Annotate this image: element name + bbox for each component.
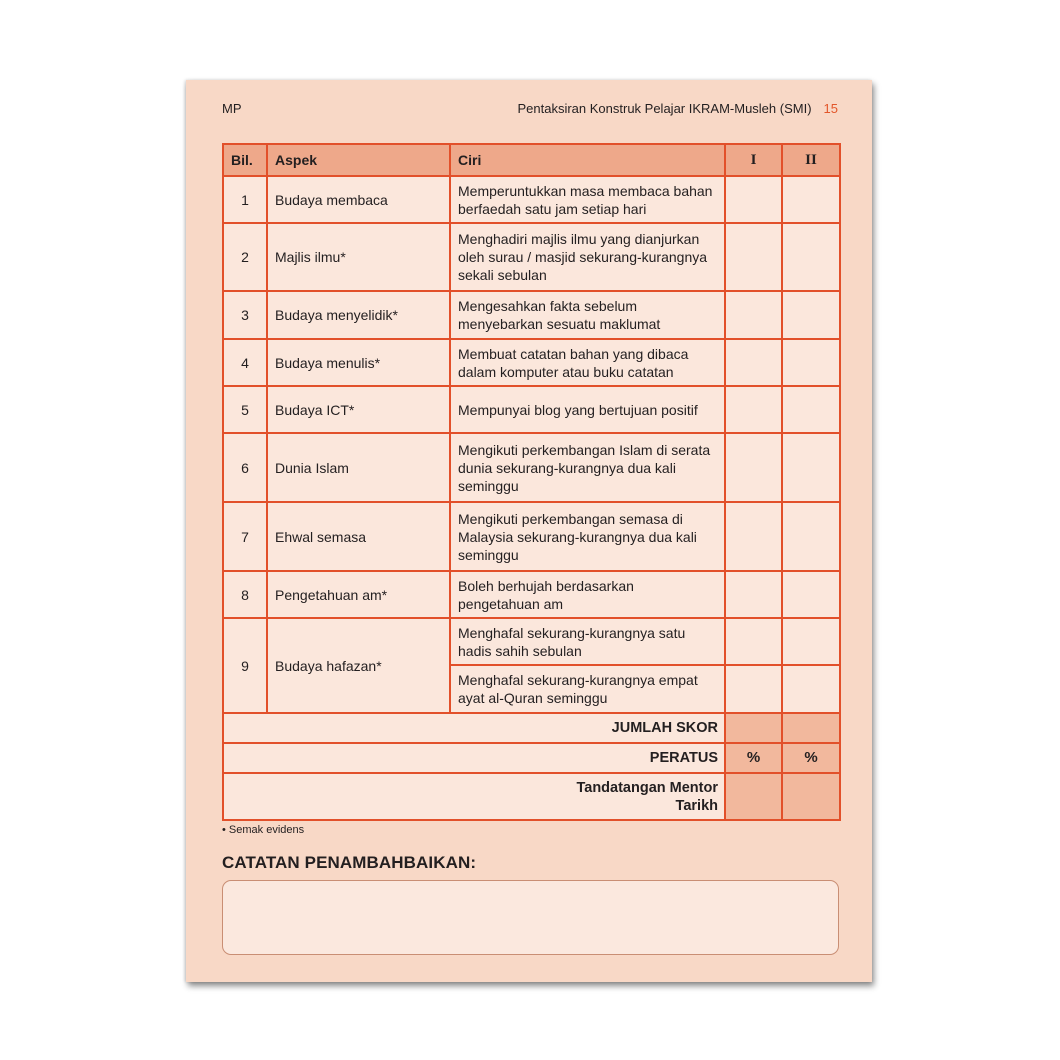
row-number: 4: [223, 339, 267, 386]
footnote: • Semak evidens: [222, 824, 305, 836]
score-cell-ii[interactable]: [782, 386, 840, 433]
row-ciri: Menghadiri majlis ilmu yang dianjurkan oleh surau / masjid sekurang-kurangnya sekali sebulan: [450, 223, 725, 291]
row-number: 3: [223, 291, 267, 339]
col-header-ciri: Ciri: [450, 144, 725, 176]
assessment-table: [222, 143, 841, 821]
score-cell-ii[interactable]: [782, 339, 840, 386]
score-cell-i[interactable]: [725, 176, 782, 223]
score-cell-i[interactable]: [725, 433, 782, 502]
table-row: [223, 339, 840, 386]
row-ciri: Boleh berhujah berdasarkan pengetahuan am: [450, 571, 725, 618]
col-header-i: I: [725, 144, 782, 176]
signature-i[interactable]: [725, 773, 782, 820]
table-row: [223, 291, 840, 339]
score-cell-ii[interactable]: [782, 502, 840, 571]
table-row: [223, 618, 840, 665]
row-number: 1: [223, 176, 267, 223]
signature-row: [223, 773, 840, 820]
date-label: Tarikh: [675, 797, 718, 814]
signature-label: [223, 773, 725, 820]
score-cell-i[interactable]: [725, 502, 782, 571]
table-row: [223, 502, 840, 571]
percentage-ii[interactable]: %: [782, 743, 840, 773]
table-row: [223, 386, 840, 433]
total-score-i[interactable]: [725, 713, 782, 743]
score-cell-ii[interactable]: [782, 665, 840, 713]
score-cell-ii[interactable]: [782, 291, 840, 339]
row-ciri: Mengikuti perkembangan semasa di Malaysia sekurang-kurangnya dua kali seminggu: [450, 502, 725, 571]
signature-ii[interactable]: [782, 773, 840, 820]
total-score-ii[interactable]: [782, 713, 840, 743]
percentage-row: [223, 743, 840, 773]
row-ciri: Mengesahkan fakta sebelum menyebarkan sesuatu maklumat: [450, 291, 725, 339]
row-ciri: Menghafal sekurang-kurangnya empat ayat al-Quran seminggu: [450, 665, 725, 713]
row-ciri: Menghafal sekurang-kurangnya satu hadis sahih sebulan: [450, 618, 725, 665]
row-ciri: Memperuntukkan masa membaca bahan berfaedah satu jam setiap hari: [450, 176, 725, 223]
score-cell-i[interactable]: [725, 386, 782, 433]
row-aspek: Ehwal semasa: [267, 502, 450, 571]
row-ciri: Mengikuti perkembangan Islam di serata dunia sekurang-kurangnya dua kali seminggu: [450, 433, 725, 502]
notes-textbox[interactable]: [222, 880, 839, 955]
score-cell-ii[interactable]: [782, 223, 840, 291]
score-cell-ii[interactable]: [782, 176, 840, 223]
table-row: [223, 433, 840, 502]
score-cell-i[interactable]: [725, 665, 782, 713]
score-cell-ii[interactable]: [782, 433, 840, 502]
row-aspek: Budaya membaca: [267, 176, 450, 223]
score-cell-i[interactable]: [725, 291, 782, 339]
header-left-label: MP: [222, 101, 242, 116]
page-number: 15: [823, 101, 838, 116]
row-number: 6: [223, 433, 267, 502]
header-title-text: Pentaksiran Konstruk Pelajar IKRAM-Musleh (SMI): [517, 101, 812, 116]
score-cell-i[interactable]: [725, 223, 782, 291]
total-score-row: [223, 713, 840, 743]
row-aspek: Budaya menulis*: [267, 339, 450, 386]
score-cell-i[interactable]: [725, 339, 782, 386]
col-header-ii: II: [782, 144, 840, 176]
score-cell-ii[interactable]: [782, 571, 840, 618]
table-row: [223, 176, 840, 223]
row-aspek: Pengetahuan am*: [267, 571, 450, 618]
col-header-aspek: Aspek: [267, 144, 450, 176]
row-ciri: Membuat catatan bahan yang dibaca dalam komputer atau buku catatan: [450, 339, 725, 386]
mentor-signature-label: Tandatangan Mentor: [576, 779, 718, 796]
row-aspek: Budaya ICT*: [267, 386, 450, 433]
percentage-i[interactable]: %: [725, 743, 782, 773]
header-title: [517, 101, 838, 116]
row-number: 7: [223, 502, 267, 571]
notes-title: CATATAN PENAMBAHBAIKAN:: [222, 853, 477, 872]
row-aspek: Dunia Islam: [267, 433, 450, 502]
row-aspek: Budaya hafazan*: [267, 618, 450, 713]
row-number: 5: [223, 386, 267, 433]
row-number: 9: [223, 618, 267, 713]
total-score-label: JUMLAH SKOR: [223, 713, 725, 743]
row-number: 2: [223, 223, 267, 291]
col-header-bil: Bil.: [223, 144, 267, 176]
row-aspek: Budaya menyelidik*: [267, 291, 450, 339]
table-row: [223, 571, 840, 618]
document-page: [186, 80, 872, 982]
row-number: 8: [223, 571, 267, 618]
score-cell-ii[interactable]: [782, 618, 840, 665]
row-aspek: Majlis ilmu*: [267, 223, 450, 291]
percentage-label: PERATUS: [223, 743, 725, 773]
table-row: [223, 223, 840, 291]
table-header-row: [223, 144, 840, 176]
score-cell-i[interactable]: [725, 571, 782, 618]
row-ciri: Mempunyai blog yang bertujuan positif: [450, 386, 725, 433]
score-cell-i[interactable]: [725, 618, 782, 665]
